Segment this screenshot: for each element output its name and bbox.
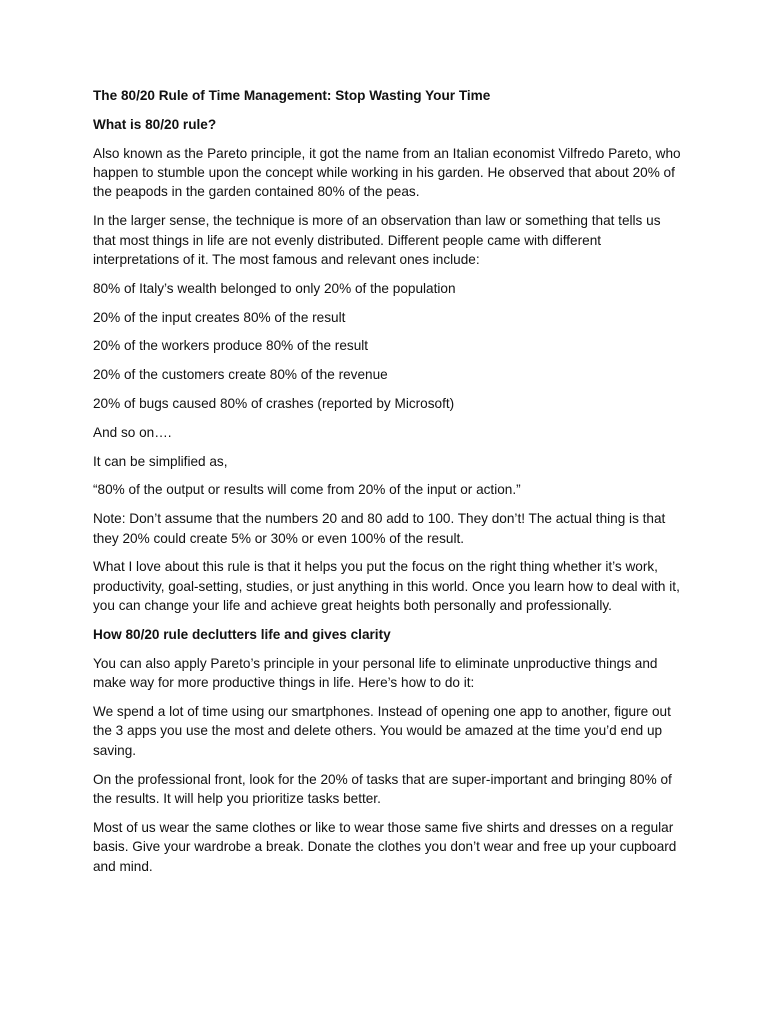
document-title: The 80/20 Rule of Time Management: Stop Wasting Your Time xyxy=(93,88,491,103)
body-paragraph: And so on…. xyxy=(93,424,172,440)
body-paragraph: Most of us wear the same clothes or like to wear those same five shirts and dresses on a regular basis. Give your wardrobe a break. Donate the clothes you don’t wear and free up your cupboard and mind. xyxy=(93,819,677,874)
section-heading: What is 80/20 rule? xyxy=(93,116,217,132)
body-paragraph: “80% of the output or results will come from 20% of the input or action.” xyxy=(93,482,521,498)
body-paragraph: We spend a lot of time using our smartphones. Instead of opening one app to another, figure out the 3 apps you use the most and delete others. You would be amazed at the time you’d end up saving. xyxy=(93,704,671,758)
body-paragraph: 20% of the customers create 80% of the revenue xyxy=(93,367,388,383)
body-paragraph: What I love about this rule is that it helps you put the focus on the right thing whether it’s work, productivity, goal-setting, studies, or just anything in this world. Once you learn how to deal with it, you can change your life and achieve great heights both personally and professionally. xyxy=(93,559,680,614)
body-paragraph: 20% of the input creates 80% of the result xyxy=(93,309,346,325)
body-paragraph: Also known as the Pareto principle, it got the name from an Italian economist Vilfredo Pareto, who happen to stumble upon the concept while working in his garden. He observed that about 20% of the peapods in the garden contained 80% of the peas. xyxy=(93,145,681,200)
body-paragraph: On the professional front, look for the 20% of tasks that are super-important and bringing 80% of the results. It will help you prioritize tasks better. xyxy=(93,771,672,807)
body-paragraph: Note: Don’t assume that the numbers 20 and 80 add to 100. They don’t! The actual thing is that they 20% could create 5% or 30% or even 100% of the result. xyxy=(93,511,666,546)
document-page xyxy=(93,86,683,885)
body-paragraph: 20% of the workers produce 80% of the result xyxy=(93,338,369,354)
body-paragraph: 80% of Italy’s wealth belonged to only 20% of the population xyxy=(93,280,456,296)
body-paragraph: 20% of bugs caused 80% of crashes (reported by Microsoft) xyxy=(93,396,455,411)
document-body xyxy=(93,115,683,876)
body-paragraph: In the larger sense, the technique is more of an observation than law or something that tells us that most things in life are not evenly distributed. Different people came with different interpretations of it. The most famous and relevant ones include: xyxy=(93,213,661,268)
body-paragraph: It can be simplified as, xyxy=(93,453,228,469)
section-heading: How 80/20 rule declutters life and gives clarity xyxy=(93,627,391,642)
body-paragraph: You can also apply Pareto’s principle in your personal life to eliminate unproductive things and make way for more productive things in life. Here’s how to do it: xyxy=(93,655,658,691)
